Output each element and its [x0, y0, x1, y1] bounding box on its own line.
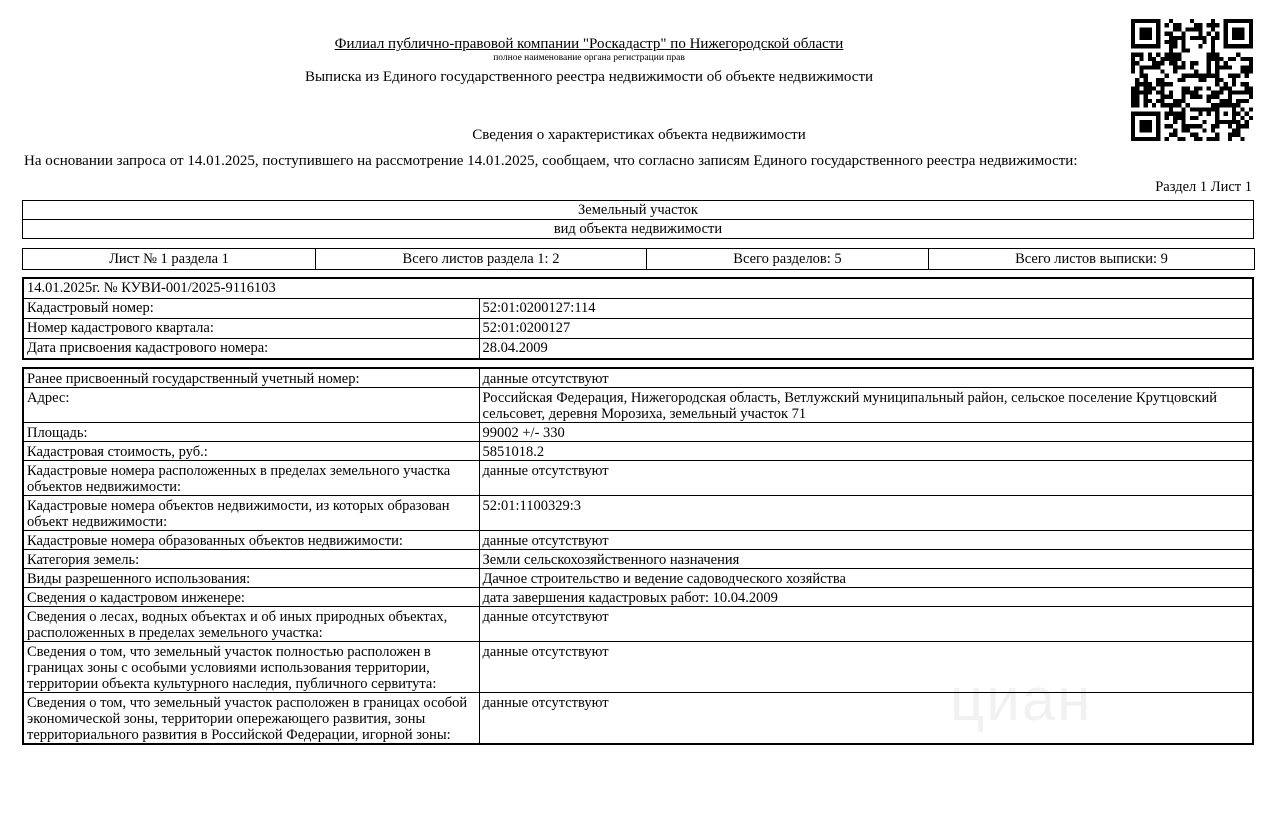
cadastral-number-table [22, 277, 1254, 360]
row-label: Номер кадастрового квартала: [23, 319, 479, 339]
table-row [23, 496, 1253, 531]
row-label: Кадастровые номера образованных объектов недвижимости: [23, 531, 479, 550]
row-value: Земли сельскохозяйственного назначения [479, 550, 1253, 569]
table-row [23, 299, 1253, 319]
watermark-logo: циан [950, 666, 1093, 733]
total-sections: Всего разделов: 5 [647, 249, 929, 270]
row-value: данные отсутствуют [479, 642, 1253, 693]
table-row [23, 461, 1253, 496]
row-value: 52:01:0200127 [479, 319, 1253, 339]
total-sheets-section: Всего листов раздела 1: 2 [316, 249, 647, 270]
object-type-table [22, 200, 1254, 239]
object-type-caption: вид объекта недвижимости [23, 220, 1254, 239]
sheet-number: Лист № 1 раздела 1 [23, 249, 316, 270]
row-value: 28.04.2009 [479, 339, 1253, 360]
row-label: Кадастровые номера расположенных в пределах земельного участка объектов недвижимости: [23, 461, 479, 496]
table-row [23, 423, 1253, 442]
row-label: Кадастровый номер: [23, 299, 479, 319]
sheets-table [22, 248, 1255, 270]
table-row [23, 531, 1253, 550]
row-value: 5851018.2 [479, 442, 1253, 461]
table-row [23, 550, 1253, 569]
row-value: данные отсутствуют [479, 693, 1253, 745]
row-value: 99002 +/- 330 [479, 423, 1253, 442]
row-value: данные отсутствуют [479, 607, 1253, 642]
organization-caption: полное наименование органа регистрации прав [493, 53, 685, 63]
row-label: Площадь: [23, 423, 479, 442]
table-row [23, 588, 1253, 607]
table-row [23, 319, 1253, 339]
row-label: Кадастровая стоимость, руб.: [23, 442, 479, 461]
qr-code-icon [1131, 19, 1253, 141]
total-sheets-extract: Всего листов выписки: 9 [929, 249, 1255, 270]
row-value: Дачное строительство и ведение садоводческого хозяйства [479, 569, 1253, 588]
row-label: Дата присвоения кадастрового номера: [23, 339, 479, 360]
row-label: Кадастровые номера объектов недвижимости, из которых образован объект недвижимости: [23, 496, 479, 531]
section-sheet-label: Раздел 1 Лист 1 [1155, 179, 1252, 195]
table-row [23, 388, 1253, 423]
row-value: данные отсутствуют [479, 461, 1253, 496]
row-label: Сведения о том, что земельный участок полностью расположен в границах зоны с особыми условиями использования территории, территории объекта культурного наследия, публичного сервитута: [23, 642, 479, 693]
row-label: Адрес: [23, 388, 479, 423]
section-title: Сведения о характеристиках объекта недвижимости [472, 127, 806, 143]
table-row [23, 368, 1253, 388]
table-row [23, 442, 1253, 461]
row-label: Сведения о кадастровом инженере: [23, 588, 479, 607]
row-label: Ранее присвоенный государственный учетный номер: [23, 368, 479, 388]
row-label: Сведения о лесах, водных объектах и об иных природных объектах, расположенных в пределах земельного участка: [23, 607, 479, 642]
row-label: Сведения о том, что земельный участок расположен в границах особой экономической зоны, территории опережающего развития, зоны территориального развития в Российской Федерации, игорной зоны: [23, 693, 479, 745]
row-label: Категория земель: [23, 550, 479, 569]
table-row [23, 339, 1253, 360]
table-row [23, 569, 1253, 588]
document-header [0, 35, 1178, 87]
row-label: Виды разрешенного использования: [23, 569, 479, 588]
request-basis: На основании запроса от 14.01.2025, поступившего на рассмотрение 14.01.2025, сообщаем, что согласно записям Единого государственного реестра недвижимости: [24, 153, 1078, 169]
row-value: дата завершения кадастровых работ: 10.04.2009 [479, 588, 1253, 607]
table-row [23, 607, 1253, 642]
row-value: данные отсутствуют [479, 531, 1253, 550]
organization-name: Филиал публично-правовой компании "Роскадастр" по Нижегородской области [334, 36, 844, 52]
object-type: Земельный участок [23, 201, 1254, 220]
row-value: 52:01:1100329:3 [479, 496, 1253, 531]
row-value: данные отсутствуют [479, 368, 1253, 388]
document-number: 14.01.2025г. № КУВИ-001/2025-9116103 [23, 278, 1253, 299]
extract-title: Выписка из Единого государственного реестра недвижимости об объекте недвижимости [304, 69, 874, 85]
row-value: 52:01:0200127:114 [479, 299, 1253, 319]
row-value: Российская Федерация, Нижегородская область, Ветлужский муниципальный район, сельское поселение Крутцовский сельсовет, деревня Морозиха, земельный участок 71 [479, 388, 1253, 423]
